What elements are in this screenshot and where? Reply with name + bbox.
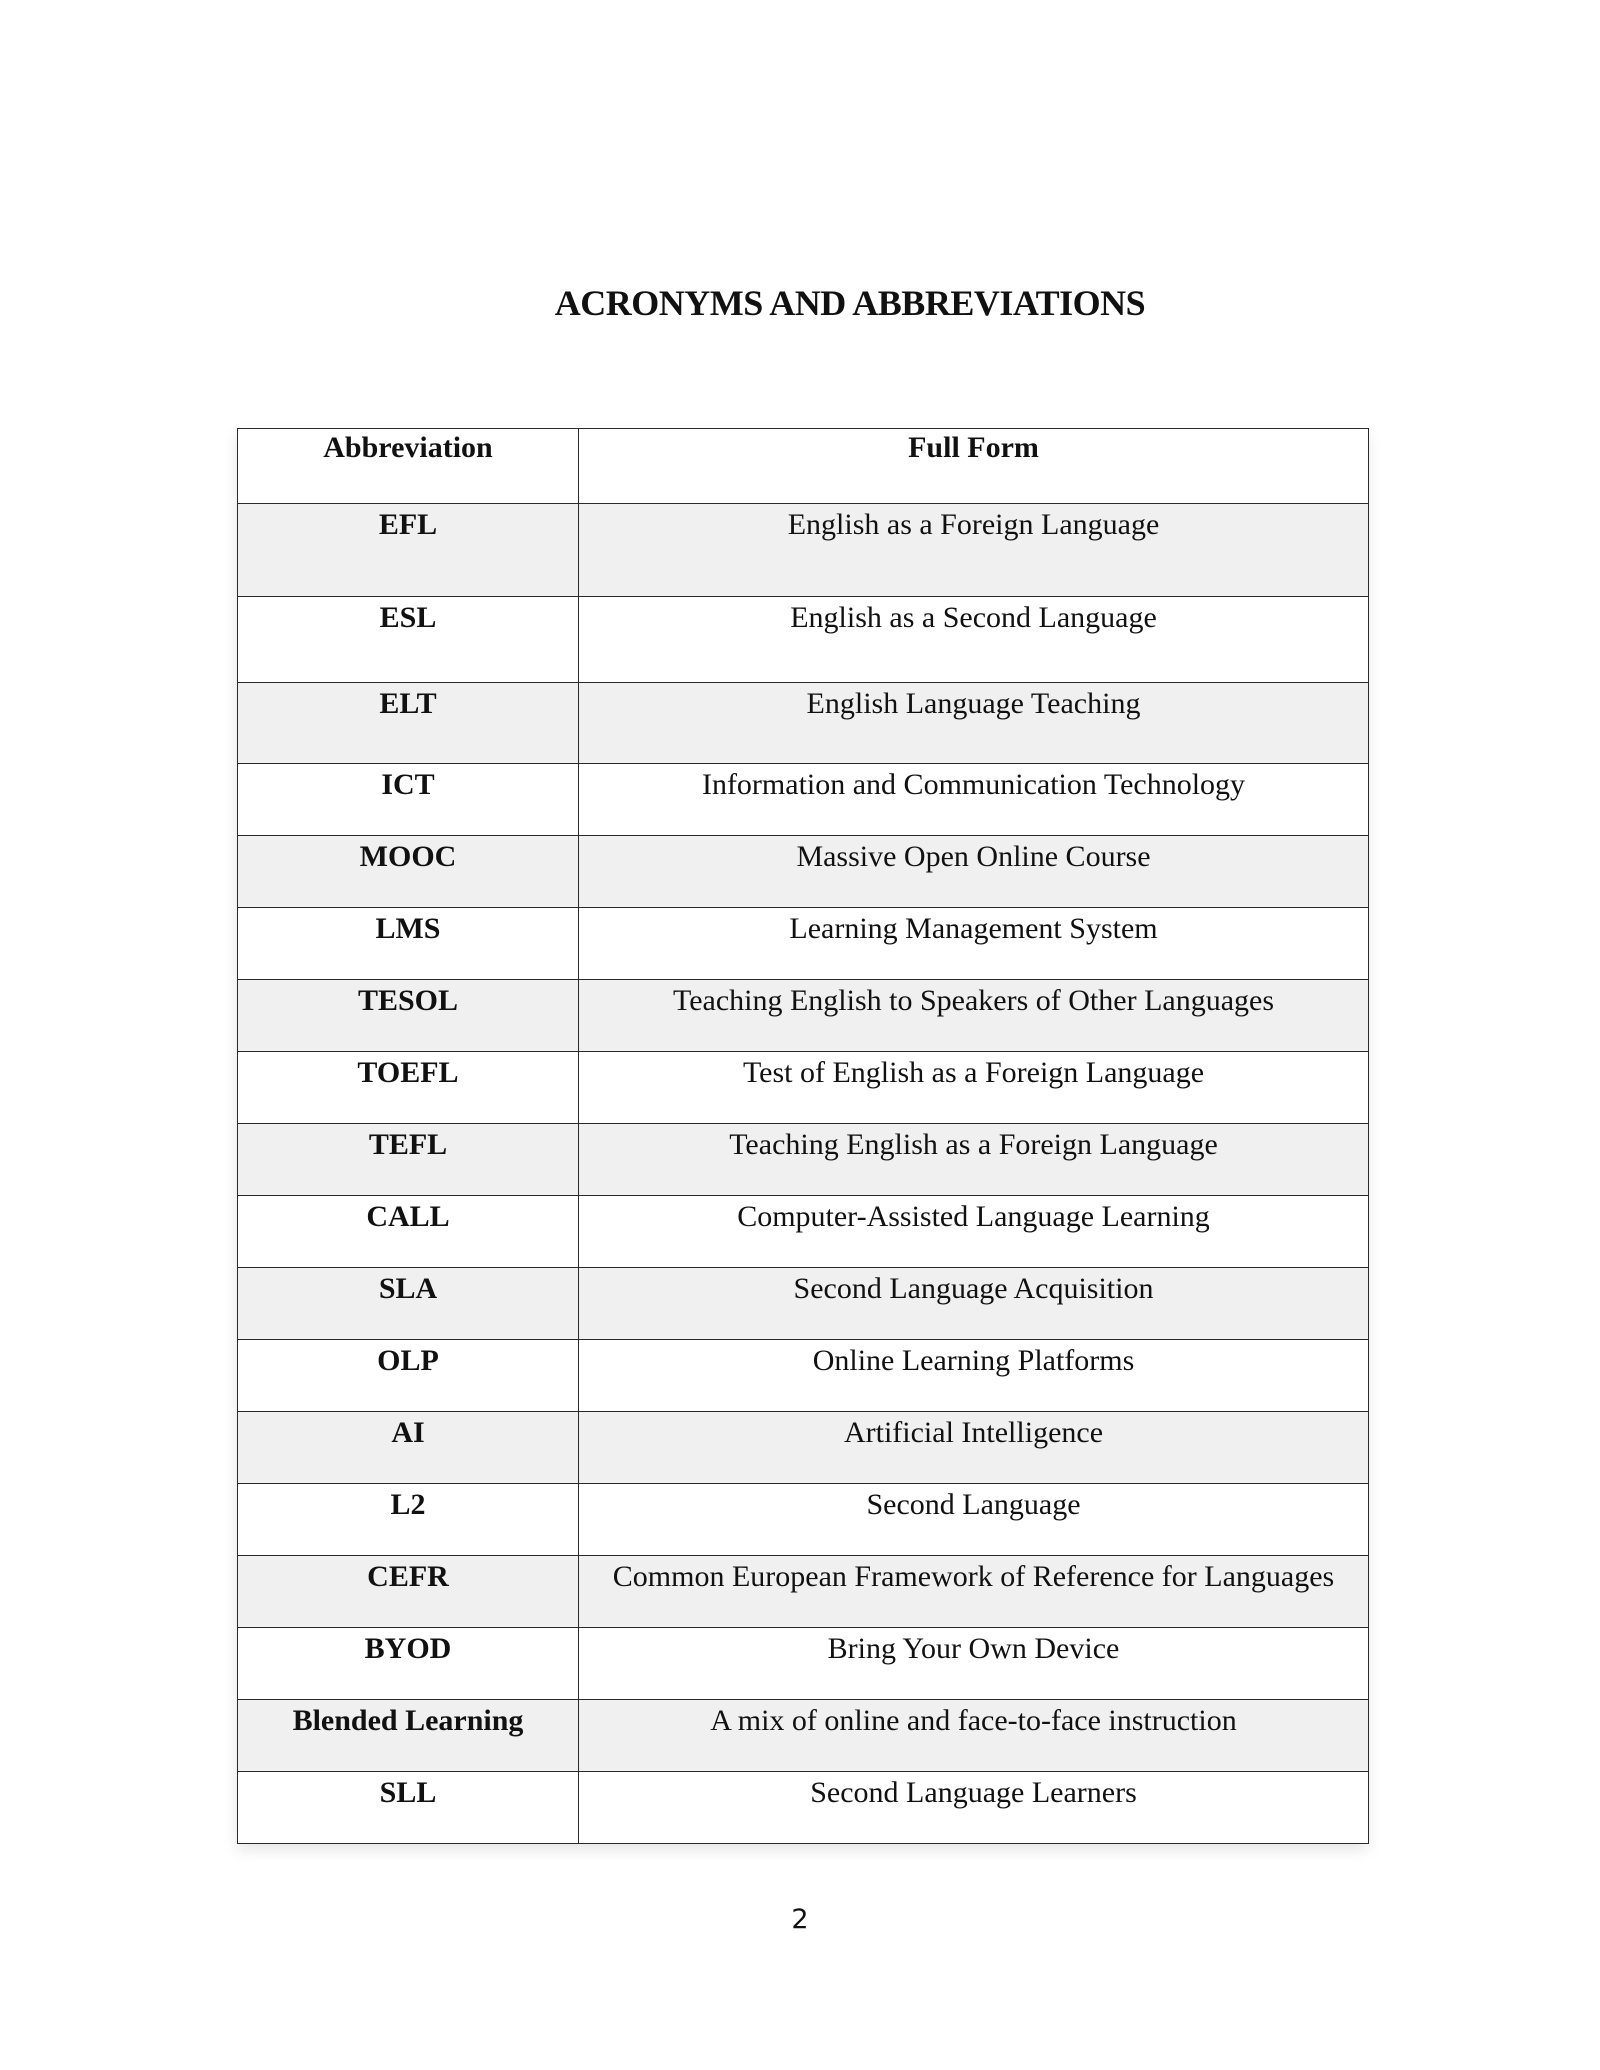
abbreviation-cell: SLL (238, 1772, 579, 1844)
full-form-cell: Information and Communication Technology (579, 764, 1369, 836)
full-form-cell: A mix of online and face-to-face instruction (579, 1700, 1369, 1772)
acronyms-table (237, 428, 1369, 1844)
header-abbreviation: Abbreviation (238, 429, 579, 504)
table-header-row (238, 429, 1369, 504)
table-row (238, 1124, 1369, 1196)
table-row (238, 908, 1369, 980)
full-form-cell: Online Learning Platforms (579, 1340, 1369, 1412)
table-row (238, 1772, 1369, 1844)
abbreviation-cell: L2 (238, 1484, 579, 1556)
table-row (238, 764, 1369, 836)
abbreviation-cell: SLA (238, 1268, 579, 1340)
abbreviation-cell: ICT (238, 764, 579, 836)
full-form-cell: Artificial Intelligence (579, 1412, 1369, 1484)
table-row (238, 1412, 1369, 1484)
table-row (238, 1628, 1369, 1700)
header-full-form: Full Form (579, 429, 1369, 504)
table-row (238, 1484, 1369, 1556)
abbreviation-cell: MOOC (238, 836, 579, 908)
full-form-cell: Teaching English to Speakers of Other Languages (579, 980, 1369, 1052)
full-form-cell: Teaching English as a Foreign Language (579, 1124, 1369, 1196)
full-form-cell: English Language Teaching (579, 683, 1369, 764)
page-title: ACRONYMS AND ABBREVIATIONS (554, 283, 1146, 323)
table-row (238, 980, 1369, 1052)
abbreviation-cell: TESOL (238, 980, 579, 1052)
full-form-cell: Bring Your Own Device (579, 1628, 1369, 1700)
full-form-cell: Second Language (579, 1484, 1369, 1556)
abbreviation-cell: ELT (238, 683, 579, 764)
abbreviation-cell: AI (238, 1412, 579, 1484)
full-form-cell: English as a Foreign Language (579, 504, 1369, 597)
full-form-cell: Second Language Acquisition (579, 1268, 1369, 1340)
table-row (238, 504, 1369, 597)
abbreviation-cell: OLP (238, 1340, 579, 1412)
table-row (238, 683, 1369, 764)
table-row (238, 1196, 1369, 1268)
abbreviation-cell: ESL (238, 597, 579, 683)
full-form-cell: English as a Second Language (579, 597, 1369, 683)
full-form-cell: Learning Management System (579, 908, 1369, 980)
table-row (238, 1700, 1369, 1772)
table-row (238, 597, 1369, 683)
abbreviation-cell: TOEFL (238, 1052, 579, 1124)
abbreviation-cell: CEFR (238, 1556, 579, 1628)
table-row (238, 1268, 1369, 1340)
full-form-cell: Common European Framework of Reference for Languages (579, 1556, 1369, 1628)
abbreviation-cell: Blended Learning (238, 1700, 579, 1772)
table-row (238, 836, 1369, 908)
full-form-cell: Massive Open Online Course (579, 836, 1369, 908)
full-form-cell: Test of English as a Foreign Language (579, 1052, 1369, 1124)
abbreviation-cell: EFL (238, 504, 579, 597)
acronyms-table-container (237, 428, 1368, 1844)
full-form-cell: Second Language Learners (579, 1772, 1369, 1844)
table-row (238, 1052, 1369, 1124)
table-row (238, 1340, 1369, 1412)
page-number: 2 (791, 1904, 809, 1935)
full-form-cell: Computer-Assisted Language Learning (579, 1196, 1369, 1268)
abbreviation-cell: BYOD (238, 1628, 579, 1700)
abbreviation-cell: TEFL (238, 1124, 579, 1196)
abbreviation-cell: CALL (238, 1196, 579, 1268)
abbreviation-cell: LMS (238, 908, 579, 980)
table-row (238, 1556, 1369, 1628)
